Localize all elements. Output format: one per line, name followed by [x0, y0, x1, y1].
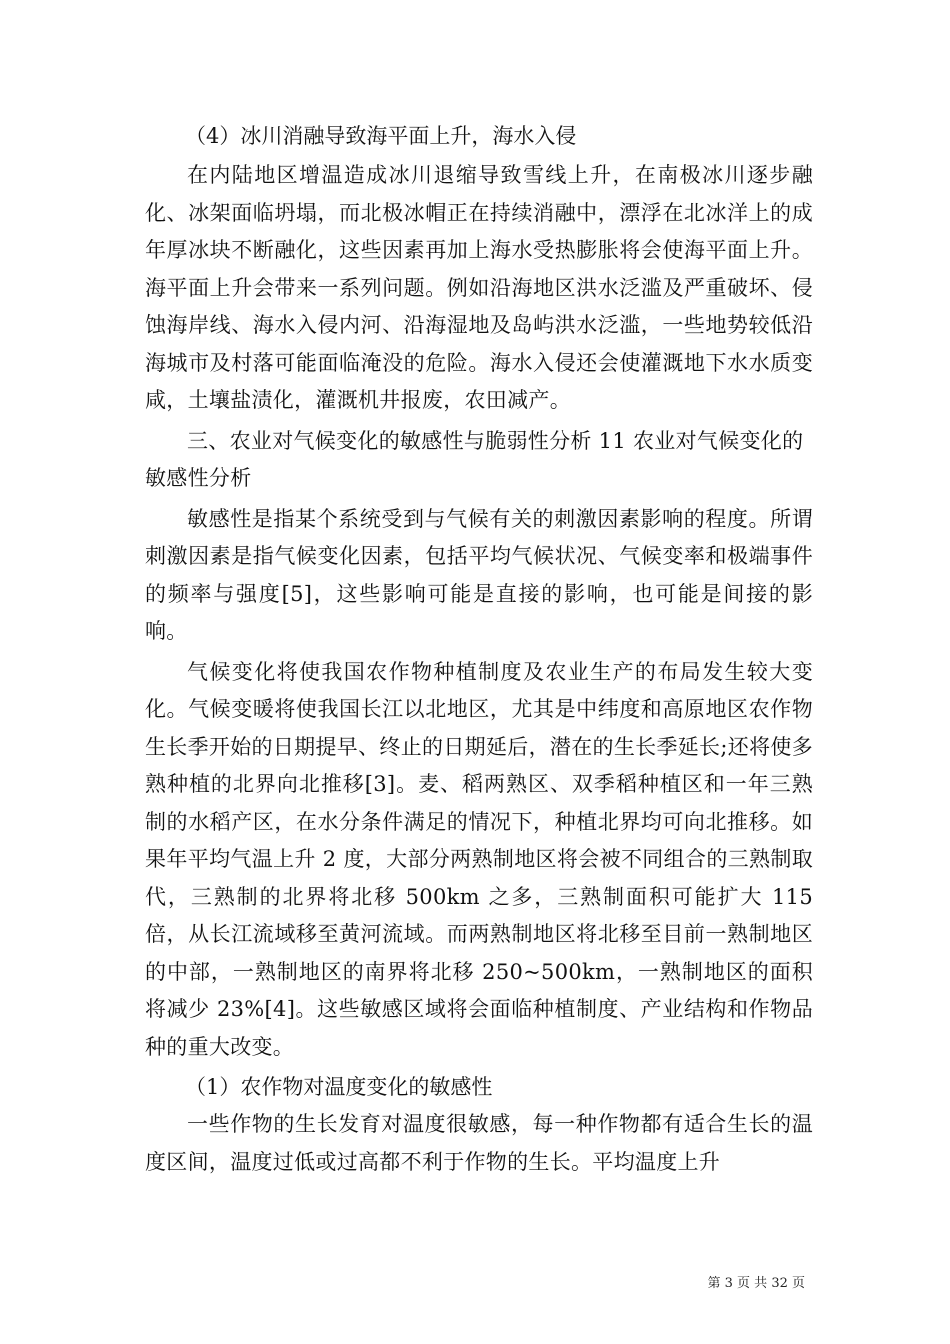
document-body [145, 118, 813, 1184]
page-number-footer: 第 3 页 共 32 页 [707, 1276, 805, 1291]
heading-temperature-sensitivity: （1）农作物对温度变化的敏感性 [185, 1075, 493, 1099]
heading-glacier-melting: （4）冰川消融导致海平面上升，海水入侵 [185, 124, 577, 148]
paragraph-sensitivity-definition: 敏感性是指某个系统受到与气候有关的刺激因素影响的程度。所谓刺激因素是指气候变化因素，包括平均气候状况、气候变率和极端事件的频率与强度[5]，这些影响可能是直接的影响，也可能是间接的影响。 [145, 506, 813, 643]
section-title-sensitivity: 三、农业对气候变化的敏感性与脆弱性分析 11 农业对气候变化的敏感性分析 [145, 428, 804, 490]
paragraph-climate-change-effects: 气候变化将使我国农作物种植制度及农业生产的布局发生较大变化。气候变暖将使我国长江以北地区，尤其是中纬度和高原地区农作物生长季开始的日期提早、终止的日期延后，潜在的生长季延长;还将使多熟种植的北界向北推移[3]。麦、稻两熟区、双季稻种植区和一年三熟制的水稻产区，在水分条件满足的情况下，种植北界均可向北推移。如果年平均气温上升 2 度，大部分两熟制地区将会被不同组合的三熟制取代，三熟制的北界将北移 500km 之多，三熟制面积可能扩大 115 倍，从长江流域移至黄河流域。而两熟制地区将北移至目前一熟制地区的中部，一熟制地区的南界将北移 250~500km，一熟制地区的面积将减少 23%[4]。这些敏感区域将会面临种植制度、产业结构和作物品种的重大改变。 [145, 659, 813, 1059]
paragraph-glacier: 在内陆地区增温造成冰川退缩导致雪线上升，在南极冰川逐步融化、冰架面临坍塌，而北极冰帽正在持续消融中，漂浮在北冰洋上的成年厚冰块不断融化，这些因素再加上海水受热膨胀将会使海平面上升。海平面上升会带来一系列问题。例如沿海地区洪水泛滥及严重破坏、侵蚀海岸线、海水入侵内河、沿海湿地及岛屿洪水泛滥，一些地势较低沿海城市及村落可能面临淹没的危险。海水入侵还会使灌溉地下水水质变咸，土壤盐渍化，灌溉机井报废，农田减产。 [145, 163, 813, 412]
paragraph-temperature: 一些作物的生长发育对温度很敏感，每一种作物都有适合生长的温度区间，温度过低或过高都不利于作物的生长。平均温度上升 [145, 1112, 813, 1174]
